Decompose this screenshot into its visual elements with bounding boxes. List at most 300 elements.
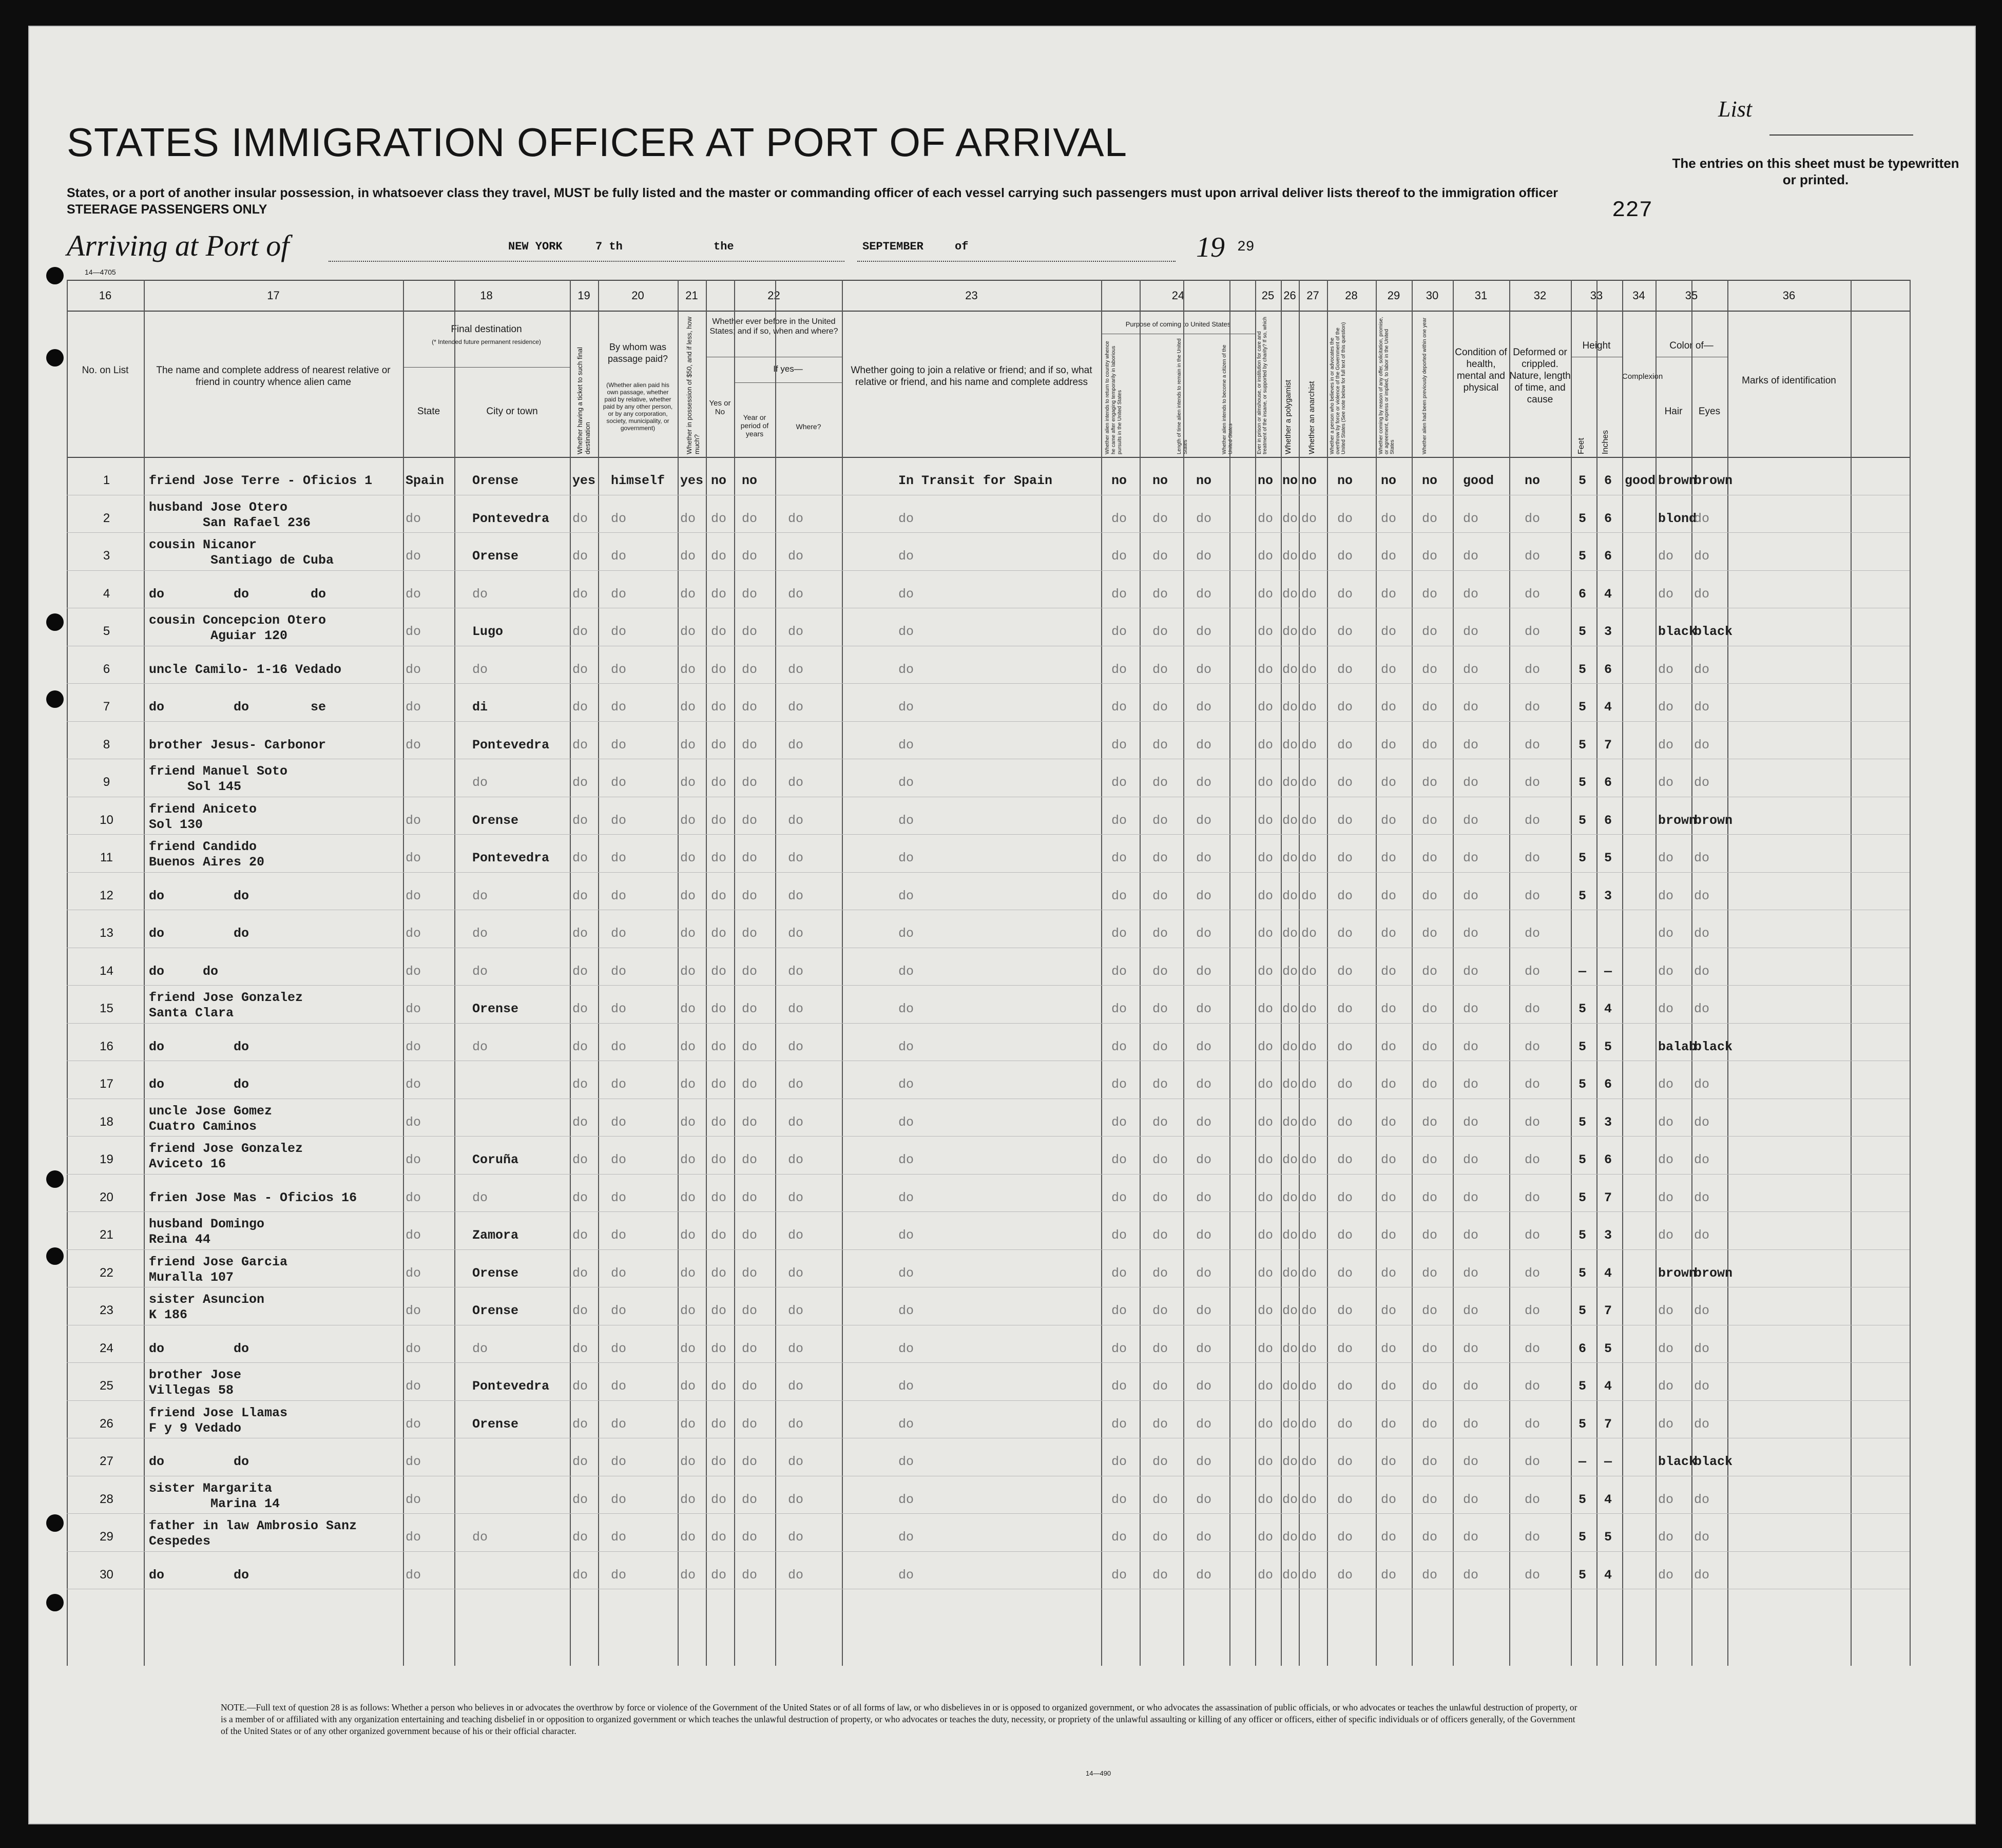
row-prison: do [1258, 851, 1274, 865]
row-state: Spain [406, 473, 445, 488]
row-passage-paid: do [611, 888, 627, 903]
row-state: do [406, 1530, 421, 1545]
row-hair: blond [1658, 511, 1697, 526]
row-inches: 4 [1604, 1265, 1612, 1281]
row-join-relative: do [898, 1341, 914, 1356]
row-city: Pontevedra [472, 737, 550, 753]
column-number: 29 [1387, 289, 1400, 302]
row-polygamist: do [1282, 813, 1298, 828]
row-eyes: do [1694, 1530, 1710, 1545]
column-number: 22 [767, 289, 780, 302]
row-deformed: do [1525, 624, 1541, 639]
row-relative: do do [149, 1454, 249, 1469]
row-feet: 5 [1578, 813, 1587, 828]
row-passage-paid: do [611, 851, 627, 865]
row-health: do [1463, 1265, 1479, 1281]
row-ever-before: no [711, 473, 727, 488]
row-eyes: do [1694, 888, 1710, 903]
row-polygamist: do [1282, 1567, 1298, 1583]
row-hair: do [1658, 586, 1674, 602]
row-ever-before: do [711, 511, 727, 526]
row-polygamist: do [1282, 1039, 1298, 1054]
row-join-relative: do [898, 775, 914, 790]
row-inches: 7 [1604, 1190, 1612, 1205]
row-relative-address: K 186 [149, 1307, 188, 1322]
row-city: Orense [472, 473, 519, 488]
row-anarchist: do [1301, 1077, 1317, 1092]
row-hair: do [1658, 549, 1674, 564]
row-feet: 6 [1578, 1341, 1587, 1356]
row-purpose-length: do [1152, 1039, 1168, 1054]
row-anarchist: do [1301, 549, 1317, 564]
row-purpose-return: do [1111, 1492, 1127, 1507]
row-polygamist: do [1282, 549, 1298, 564]
row-year: do [742, 1228, 758, 1243]
row-ticket: do [572, 549, 588, 564]
row-ever-before: do [711, 1190, 727, 1205]
row-ever-before: do [711, 926, 727, 941]
row-eyes: do [1694, 851, 1710, 865]
row-purpose-length: do [1152, 1416, 1168, 1432]
row-overthrow: do [1337, 926, 1353, 941]
row-inches: 7 [1604, 737, 1612, 753]
header-yes-no: Yes or No [709, 399, 731, 416]
row-city: Orense [472, 549, 519, 564]
row-deported: do [1422, 1303, 1438, 1318]
row-hair: do [1658, 1002, 1674, 1016]
row-purpose-return: do [1111, 586, 1127, 602]
row-labor-offer: no [1381, 473, 1397, 488]
row-labor-offer: do [1381, 1152, 1397, 1167]
row-health: do [1463, 1303, 1479, 1318]
row-state: do [406, 1567, 421, 1583]
row-year: do [742, 511, 758, 526]
row-join-relative: do [898, 737, 914, 753]
row-health: do [1463, 1077, 1479, 1092]
row-hair: do [1658, 1152, 1674, 1167]
year-suffix: 29 [1237, 239, 1255, 255]
row-overthrow: do [1337, 737, 1353, 753]
row-anarchist: do [1301, 851, 1317, 865]
row-anarchist: do [1301, 700, 1317, 715]
row-passage-paid: do [611, 1379, 627, 1394]
row-ticket: do [572, 1530, 588, 1545]
row-polygamist: do [1282, 1265, 1298, 1281]
row-money: do [680, 511, 696, 526]
row-year: do [742, 624, 758, 639]
row-join-relative: do [898, 1530, 914, 1545]
arriving-label: Arriving at Port of [67, 229, 290, 262]
row-deformed: do [1525, 1567, 1541, 1583]
row-deported: do [1422, 1341, 1438, 1356]
row-health: good [1463, 473, 1494, 488]
row-ticket: do [572, 1190, 588, 1205]
row-money: do [680, 888, 696, 903]
row-overthrow: do [1337, 1416, 1353, 1432]
row-ever-before: do [711, 1265, 727, 1281]
row-inches: 4 [1604, 1002, 1612, 1016]
header-complexion: Complexion [1622, 372, 1663, 381]
row-eyes: do [1694, 964, 1710, 979]
row-prison: do [1258, 1341, 1274, 1356]
row-prison: do [1258, 700, 1274, 715]
header-final-destination: Final destination [451, 324, 522, 335]
row-prison: do [1258, 1379, 1274, 1394]
row-number: 25 [100, 1379, 113, 1393]
header-city: City or town [486, 406, 538, 417]
row-overthrow: do [1337, 1077, 1353, 1092]
row-health: do [1463, 1492, 1479, 1507]
row-passage-paid: do [611, 775, 627, 790]
row-purpose-length: do [1152, 1190, 1168, 1205]
row-overthrow: do [1337, 1492, 1353, 1507]
row-feet: 5 [1578, 1416, 1587, 1432]
row-health: do [1463, 888, 1479, 903]
row-where: do [788, 1228, 804, 1243]
row-relative: do do se [149, 700, 326, 715]
header-state: State [417, 406, 440, 417]
row-eyes: do [1694, 1303, 1710, 1318]
row-year: do [742, 700, 758, 715]
row-purpose-citizen: do [1196, 586, 1212, 602]
row-hair: brown [1658, 473, 1697, 488]
row-health: do [1463, 1190, 1479, 1205]
row-feet: 5 [1578, 1114, 1587, 1130]
row-ever-before: do [711, 624, 727, 639]
row-eyes: do [1694, 1002, 1710, 1016]
of-value: of [955, 240, 969, 253]
row-number: 14 [100, 964, 113, 978]
row-overthrow: do [1337, 1341, 1353, 1356]
row-labor-offer: do [1381, 888, 1397, 903]
row-purpose-return: do [1111, 964, 1127, 979]
row-labor-offer: do [1381, 851, 1397, 865]
row-ever-before: do [711, 1379, 727, 1394]
row-feet: 5 [1578, 888, 1587, 903]
form-code: 14—4705 [85, 268, 116, 276]
row-inches: 4 [1604, 700, 1612, 715]
subtitle-line-1: States, or a port of another insular possession, in whatsoever class they travel, MUST be fully listed and the master or commanding officer of each vessel carrying such passengers must upon arrival deliver lists thereof to the immigration officer [67, 186, 1558, 200]
row-anarchist: do [1301, 662, 1317, 677]
row-eyes: do [1694, 700, 1710, 715]
row-money: do [680, 964, 696, 979]
row-purpose-length: do [1152, 1454, 1168, 1469]
row-purpose-citizen: do [1196, 1228, 1212, 1243]
table-row [67, 797, 1910, 835]
row-passage-paid: do [611, 1228, 627, 1243]
row-prison: do [1258, 1492, 1274, 1507]
row-eyes: do [1694, 662, 1710, 677]
row-prison: do [1258, 737, 1274, 753]
row-where: do [788, 549, 804, 564]
row-deformed: do [1525, 586, 1541, 602]
row-city: do [472, 1530, 488, 1545]
row-health: do [1463, 586, 1479, 602]
port-line [329, 261, 844, 262]
row-number: 5 [103, 624, 110, 638]
row-purpose-return: do [1111, 1190, 1127, 1205]
row-relative: sister Margarita [149, 1480, 273, 1496]
row-overthrow: do [1337, 813, 1353, 828]
row-eyes: do [1694, 775, 1710, 790]
row-state: do [406, 1152, 421, 1167]
row-join-relative: do [898, 1454, 914, 1469]
subtitle [67, 185, 1709, 218]
row-where: do [788, 1492, 804, 1507]
row-deported: do [1422, 549, 1438, 564]
row-number: 13 [100, 926, 113, 940]
row-relative-address: Cuatro Caminos [149, 1119, 257, 1134]
row-state: do [406, 624, 421, 639]
row-purpose-length: do [1152, 1228, 1168, 1243]
row-labor-offer: do [1381, 926, 1397, 941]
table-row [67, 646, 1910, 684]
row-polygamist: do [1282, 851, 1298, 865]
row-ticket: do [572, 1002, 588, 1016]
row-relative: friend Jose Gonzalez [149, 1141, 303, 1156]
row-passage-paid: do [611, 926, 627, 941]
row-inches: 5 [1604, 1039, 1612, 1054]
row-overthrow: do [1337, 1303, 1353, 1318]
row-prison: do [1258, 511, 1274, 526]
row-year: do [742, 888, 758, 903]
column-rule [1910, 280, 1911, 1666]
row-state: do [406, 1341, 421, 1356]
row-deformed: do [1525, 1039, 1541, 1054]
row-year: do [742, 1341, 758, 1356]
row-feet: 5 [1578, 624, 1587, 639]
row-inches: 6 [1604, 549, 1612, 564]
column-number: 33 [1590, 289, 1603, 302]
row-money: do [680, 1002, 696, 1016]
row-year: do [742, 1114, 758, 1130]
row-number: 30 [100, 1567, 113, 1582]
row-relative-address: San Rafael 236 [149, 515, 311, 530]
row-join-relative: do [898, 888, 914, 903]
row-prison: do [1258, 1190, 1274, 1205]
row-labor-offer: do [1381, 1303, 1397, 1318]
row-health: do [1463, 1530, 1479, 1545]
row-hair: do [1658, 1228, 1674, 1243]
row-number: 18 [100, 1114, 113, 1129]
row-deformed: do [1525, 964, 1541, 979]
row-relative: husband Jose Otero [149, 499, 288, 515]
row-health: do [1463, 1416, 1479, 1432]
row-purpose-length: do [1152, 775, 1168, 790]
row-overthrow: do [1337, 624, 1353, 639]
row-passage-paid: do [611, 549, 627, 564]
row-passage-paid: do [611, 586, 627, 602]
row-ever-before: do [711, 851, 727, 865]
row-money: do [680, 1228, 696, 1243]
row-year: do [742, 813, 758, 828]
column-number: 30 [1426, 289, 1439, 302]
header-labor-offer: Whether coming by reason of any offer, solicitation, promise, or agreement, express or implied, to labor in the United States [1378, 317, 1395, 454]
row-passage-paid: do [611, 737, 627, 753]
row-ever-before: do [711, 1228, 727, 1243]
row-relative: brother Jose [149, 1368, 242, 1382]
row-feet: 5 [1578, 1002, 1587, 1016]
row-join-relative: do [898, 1567, 914, 1583]
row-purpose-citizen: do [1196, 964, 1212, 979]
row-eyes: do [1694, 1341, 1710, 1356]
table-row [67, 948, 1910, 986]
row-deformed: do [1525, 1530, 1541, 1545]
row-feet: — [1578, 1454, 1587, 1469]
row-labor-offer: do [1381, 1265, 1397, 1281]
row-anarchist: do [1301, 1379, 1317, 1394]
row-state: do [406, 1416, 421, 1432]
row-state: do [406, 737, 421, 753]
row-anarchist: do [1301, 1265, 1317, 1281]
row-purpose-return: do [1111, 813, 1127, 828]
row-deported: do [1422, 1002, 1438, 1016]
row-relative: do do [149, 1341, 249, 1356]
row-inches: 4 [1604, 1492, 1612, 1507]
row-purpose-citizen: do [1196, 926, 1212, 941]
header-health: Condition of health, mental and physical [1455, 347, 1507, 393]
row-eyes: do [1694, 586, 1710, 602]
row-purpose-citizen: do [1196, 700, 1212, 715]
row-eyes: black [1694, 624, 1733, 639]
row-state: do [406, 813, 421, 828]
row-health: do [1463, 662, 1479, 677]
row-anarchist: do [1301, 1114, 1317, 1130]
row-health: do [1463, 1152, 1479, 1167]
row-passage-paid: do [611, 1152, 627, 1167]
row-purpose-citizen: do [1196, 1002, 1212, 1016]
table-row [67, 1061, 1910, 1099]
table-row [67, 721, 1910, 759]
row-number: 17 [100, 1077, 113, 1091]
header-eyes: Eyes [1698, 406, 1721, 417]
row-number: 1 [103, 473, 110, 487]
row-passage-paid: do [611, 1190, 627, 1205]
row-join-relative: do [898, 1039, 914, 1054]
row-number: 21 [100, 1228, 113, 1242]
row-deported: do [1422, 1039, 1438, 1054]
column-number: 18 [480, 289, 493, 302]
row-health: do [1463, 775, 1479, 790]
row-hair: do [1658, 1379, 1674, 1394]
row-join-relative: do [898, 926, 914, 941]
row-ever-before: do [711, 964, 727, 979]
row-health: do [1463, 1039, 1479, 1054]
row-eyes: do [1694, 1228, 1710, 1243]
row-where: do [788, 1379, 804, 1394]
row-passage-paid: do [611, 1114, 627, 1130]
row-number: 20 [100, 1190, 113, 1204]
row-labor-offer: do [1381, 1077, 1397, 1092]
row-inches: — [1604, 964, 1612, 979]
row-overthrow: do [1337, 1002, 1353, 1016]
row-money: do [680, 775, 696, 790]
row-where: do [788, 586, 804, 602]
row-ever-before: do [711, 586, 727, 602]
row-passage-paid: do [611, 1265, 627, 1281]
row-purpose-return: do [1111, 700, 1127, 715]
row-join-relative: do [898, 662, 914, 677]
row-prison: do [1258, 1530, 1274, 1545]
row-inches: 7 [1604, 1303, 1612, 1318]
row-state: do [406, 1002, 421, 1016]
year-prefix: 19 [1196, 232, 1225, 263]
row-overthrow: do [1337, 1454, 1353, 1469]
column-number: 31 [1474, 289, 1488, 302]
row-labor-offer: do [1381, 549, 1397, 564]
row-deformed: do [1525, 549, 1541, 564]
row-deformed: do [1525, 888, 1541, 903]
row-number: 29 [100, 1530, 113, 1544]
row-number: 16 [100, 1039, 113, 1053]
row-year: do [742, 1077, 758, 1092]
row-purpose-return: do [1111, 1341, 1127, 1356]
row-inches: 6 [1604, 813, 1612, 828]
row-purpose-citizen: do [1196, 1077, 1212, 1092]
list-number-line [1769, 134, 1913, 136]
row-join-relative: do [898, 1190, 914, 1205]
row-inches: 5 [1604, 1341, 1612, 1356]
row-purpose-length: do [1152, 1002, 1168, 1016]
table-top-rule [67, 280, 1910, 281]
row-purpose-return: do [1111, 1002, 1127, 1016]
footnote-code: 14—490 [1086, 1769, 1111, 1777]
row-polygamist: do [1282, 1492, 1298, 1507]
row-polygamist: do [1282, 1077, 1298, 1092]
row-city: do [472, 926, 488, 941]
row-money: do [680, 1152, 696, 1167]
table-row [67, 1438, 1910, 1476]
row-ever-before: do [711, 1530, 727, 1545]
row-number: 27 [100, 1454, 113, 1468]
row-city: di [472, 700, 488, 715]
table-row [67, 1211, 1910, 1249]
row-join-relative: do [898, 851, 914, 865]
row-feet: 5 [1578, 700, 1587, 715]
row-feet: 5 [1578, 737, 1587, 753]
row-state: do [406, 1303, 421, 1318]
row-health: do [1463, 549, 1479, 564]
row-city: do [472, 1341, 488, 1356]
row-relative-address: Santiago de Cuba [149, 553, 334, 568]
row-where: do [788, 662, 804, 677]
row-where: do [788, 1341, 804, 1356]
row-overthrow: do [1337, 1567, 1353, 1583]
row-purpose-return: do [1111, 888, 1127, 903]
row-purpose-citizen: do [1196, 1530, 1212, 1545]
row-city: do [472, 775, 488, 790]
row-year: do [742, 775, 758, 790]
row-eyes: black [1694, 1454, 1733, 1469]
row-purpose-return: do [1111, 549, 1127, 564]
row-feet: 5 [1578, 1530, 1587, 1545]
row-passage-paid: do [611, 1454, 627, 1469]
row-eyes: do [1694, 511, 1710, 526]
row-deformed: do [1525, 813, 1541, 828]
row-relative: friend Jose Terre - Oficios 1 [149, 473, 373, 488]
row-where: do [788, 775, 804, 790]
row-labor-offer: do [1381, 1114, 1397, 1130]
row-feet: 5 [1578, 473, 1587, 488]
row-join-relative: do [898, 586, 914, 602]
row-prison: no [1258, 473, 1274, 488]
row-ticket: do [572, 586, 588, 602]
table-row [67, 1136, 1910, 1174]
row-polygamist: do [1282, 1530, 1298, 1545]
row-eyes: do [1694, 1152, 1710, 1167]
row-ticket: do [572, 1077, 588, 1092]
row-health: do [1463, 511, 1479, 526]
